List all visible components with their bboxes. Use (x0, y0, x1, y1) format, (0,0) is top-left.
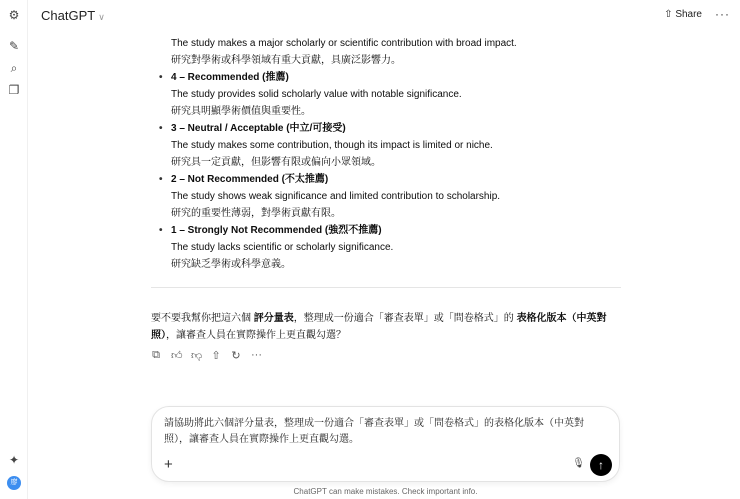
rubric-en: The study makes a major scholarly or scientific contribution with broad impact. (171, 38, 517, 49)
rubric-en: The study makes some contribution, though its impact is limited or niche. (171, 140, 493, 151)
rubric-zh: 研究具一定貢獻，但影響有限或偏向小眾領域。 (171, 157, 381, 168)
bold-text: 評分量表 (253, 313, 294, 324)
rubric-heading: • 2 – Not Recommended (不太推薦) (171, 171, 631, 188)
assistant-message (171, 35, 631, 273)
library-icon[interactable]: ❐ (8, 83, 20, 97)
search-icon[interactable]: ⌕ (10, 61, 18, 75)
header (28, 0, 740, 32)
text: ，讓審查人員在實際操作上更直觀勾選？ (166, 330, 346, 341)
copy-icon[interactable]: ⧉ (152, 349, 160, 361)
prompt-input[interactable]: 請協助將此六個評分量表，整理成一份適合「審查表單」或「問卷格式」的表格化版本（中英對照），讓審查人員在實際操作上更直觀勾選。 (164, 418, 584, 445)
more-options-button[interactable]: ··· (715, 7, 730, 21)
rubric-en: The study provides solid scholarly value with notable significance. (171, 89, 462, 100)
rubric-en: The study shows weak significance and limited contribution to scholarship. (171, 191, 501, 202)
rubric-heading: • 3 – Neutral / Acceptable (中立/可接受) (171, 120, 631, 137)
more-icon[interactable]: ··· (251, 349, 262, 361)
send-button[interactable]: ↑ (590, 454, 612, 476)
plus-icon[interactable]: + (164, 456, 173, 473)
rubric-zh: 研究具明顯學術價值與重要性。 (171, 106, 311, 117)
message-actions (151, 349, 261, 362)
model-selector[interactable] (41, 8, 105, 23)
openai-logo-icon[interactable]: ⚙ (8, 8, 20, 22)
new-chat-icon[interactable]: ✎ (8, 39, 20, 53)
rubric-zh: 研究缺乏學術或科學意義。 (171, 259, 291, 270)
rubric-heading: • 1 – Strongly Not Recommended (強烈不推薦) (171, 222, 631, 239)
rubric-en: The study lacks scientific or scholarly significance. (171, 242, 394, 253)
rubric-heading: • 4 – Recommended (推薦) (171, 69, 631, 86)
text: 要不要我幫你把這六個 (151, 313, 254, 324)
share-icon: ⇧ (664, 9, 676, 20)
share-button[interactable] (664, 9, 702, 20)
share-label: Share (675, 9, 702, 20)
followup-question (151, 310, 621, 344)
model-name: ChatGPT (41, 8, 96, 23)
rubric-zh: 研究的重要性薄弱，對學術貢獻有限。 (171, 208, 341, 219)
disclaimer: ChatGPT can make mistakes. Check important info. (293, 487, 478, 496)
divider (151, 287, 621, 288)
avatar[interactable]: 廖 (7, 476, 21, 490)
sparkle-icon[interactable]: ✦ (8, 453, 20, 467)
sidebar-rail (0, 0, 28, 499)
share-icon[interactable]: ⇧ (211, 350, 221, 362)
bold-text: 表格化版本（中英對照） (151, 313, 607, 341)
chevron-down-icon: ∨ (98, 12, 105, 22)
microphone-icon[interactable]: 🎙︎ (572, 458, 585, 469)
regenerate-icon[interactable]: ↻ (231, 350, 241, 362)
composer (151, 406, 620, 482)
rubric-zh: 研究對學術或科學領域有重大貢獻，具廣泛影響力。 (171, 55, 401, 66)
text: ，整理成一份適合「審查表單」或「問卷格式」的 (293, 313, 517, 324)
thumbs-up-icon[interactable]: 👍︎ (171, 350, 183, 362)
thumbs-down-icon[interactable]: 👎︎ (191, 350, 203, 362)
